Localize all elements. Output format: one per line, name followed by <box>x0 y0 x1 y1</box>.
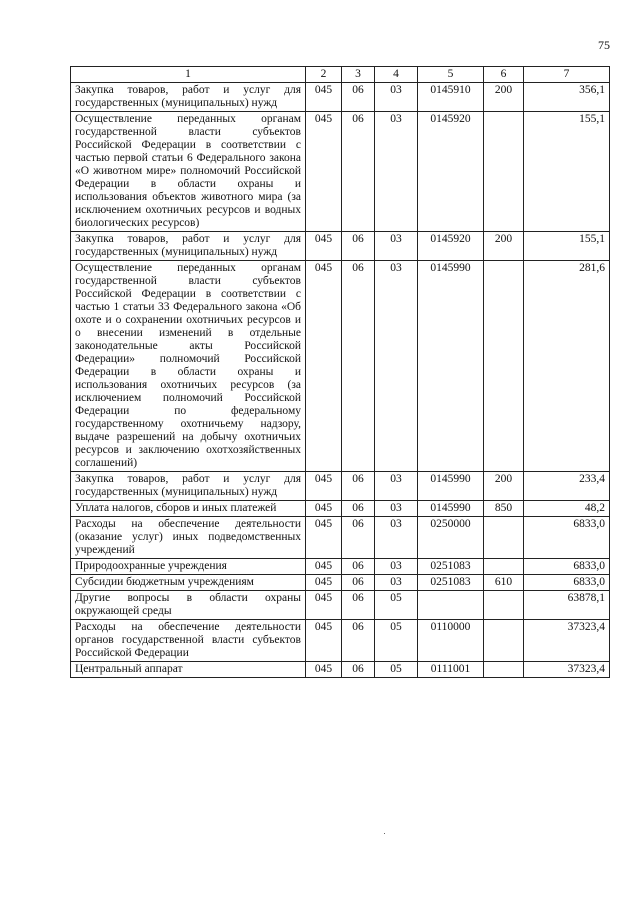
ministry-code-cell: 045 <box>306 620 342 662</box>
row-name-cell: Закупка товаров, работ и услуг для государственных (муниципальных) нужд <box>71 232 306 261</box>
section-code-cell: 06 <box>342 232 375 261</box>
amount-cell: 63878,1 <box>524 591 610 620</box>
section-code-cell: 06 <box>342 83 375 112</box>
section-code-cell: 06 <box>342 112 375 232</box>
row-name-cell: Другие вопросы в области охраны окружающей среды <box>71 591 306 620</box>
expense-type-cell <box>484 261 524 472</box>
expense-type-cell <box>484 517 524 559</box>
table-row <box>71 83 610 112</box>
column-header: 5 <box>418 67 484 83</box>
table-row <box>71 112 610 232</box>
section-code-cell: 06 <box>342 620 375 662</box>
subsection-code-cell: 05 <box>375 620 418 662</box>
section-code-cell: 06 <box>342 517 375 559</box>
section-code-cell: 06 <box>342 662 375 678</box>
subsection-code-cell: 03 <box>375 575 418 591</box>
target-article-cell: 0145990 <box>418 501 484 517</box>
column-header: 7 <box>524 67 610 83</box>
column-header: 6 <box>484 67 524 83</box>
header-row <box>71 67 610 83</box>
ministry-code-cell: 045 <box>306 472 342 501</box>
ministry-code-cell: 045 <box>306 591 342 620</box>
target-article-cell: 0110000 <box>418 620 484 662</box>
table-header <box>71 67 610 83</box>
amount-cell: 155,1 <box>524 112 610 232</box>
expense-type-cell: 200 <box>484 232 524 261</box>
target-article-cell: 0145910 <box>418 83 484 112</box>
column-header: 2 <box>306 67 342 83</box>
row-name-cell: Закупка товаров, работ и услуг для государственных (муниципальных) нужд <box>71 472 306 501</box>
subsection-code-cell: 05 <box>375 662 418 678</box>
section-code-cell: 06 <box>342 501 375 517</box>
ministry-code-cell: 045 <box>306 261 342 472</box>
expense-type-cell <box>484 591 524 620</box>
amount-cell: 356,1 <box>524 83 610 112</box>
amount-cell: 37323,4 <box>524 662 610 678</box>
column-header: 4 <box>375 67 418 83</box>
subsection-code-cell: 03 <box>375 261 418 472</box>
expense-type-cell: 610 <box>484 575 524 591</box>
column-header: 1 <box>71 67 306 83</box>
target-article-cell: 0145990 <box>418 472 484 501</box>
amount-cell: 6833,0 <box>524 517 610 559</box>
subsection-code-cell: 03 <box>375 112 418 232</box>
expense-type-cell <box>484 559 524 575</box>
table-body <box>71 83 610 678</box>
table-row <box>71 559 610 575</box>
table-row <box>71 662 610 678</box>
row-name-cell: Центральный аппарат <box>71 662 306 678</box>
table-row <box>71 472 610 501</box>
subsection-code-cell: 03 <box>375 472 418 501</box>
amount-cell: 37323,4 <box>524 620 610 662</box>
target-article-cell: 0145990 <box>418 261 484 472</box>
subsection-code-cell: 03 <box>375 83 418 112</box>
subsection-code-cell: 03 <box>375 517 418 559</box>
ministry-code-cell: 045 <box>306 501 342 517</box>
section-code-cell: 06 <box>342 472 375 501</box>
amount-cell: 155,1 <box>524 232 610 261</box>
target-article-cell: 0145920 <box>418 232 484 261</box>
subsection-code-cell: 03 <box>375 501 418 517</box>
row-name-cell: Закупка товаров, работ и услуг для государственных (муниципальных) нужд <box>71 83 306 112</box>
amount-cell: 281,6 <box>524 261 610 472</box>
section-code-cell: 06 <box>342 591 375 620</box>
ministry-code-cell: 045 <box>306 112 342 232</box>
expense-type-cell <box>484 662 524 678</box>
row-name-cell: Уплата налогов, сборов и иных платежей <box>71 501 306 517</box>
table-row <box>71 620 610 662</box>
row-name-cell: Расходы на обеспечение деятельности (оказание услуг) иных подведомственных учреждений <box>71 517 306 559</box>
budget-table <box>70 66 610 678</box>
table-row <box>71 232 610 261</box>
table-row <box>71 591 610 620</box>
expense-type-cell: 200 <box>484 83 524 112</box>
table-row <box>71 517 610 559</box>
expense-type-cell <box>484 112 524 232</box>
table-row <box>71 575 610 591</box>
page-number: 75 <box>598 38 610 52</box>
target-article-cell: 0251083 <box>418 575 484 591</box>
ministry-code-cell: 045 <box>306 559 342 575</box>
subsection-code-cell: 03 <box>375 232 418 261</box>
section-code-cell: 06 <box>342 559 375 575</box>
ministry-code-cell: 045 <box>306 83 342 112</box>
target-article-cell: 0111001 <box>418 662 484 678</box>
amount-cell: 48,2 <box>524 501 610 517</box>
target-article-cell: 0250000 <box>418 517 484 559</box>
amount-cell: 233,4 <box>524 472 610 501</box>
subsection-code-cell: 05 <box>375 591 418 620</box>
target-article-cell: 0251083 <box>418 559 484 575</box>
section-code-cell: 06 <box>342 575 375 591</box>
expense-type-cell: 200 <box>484 472 524 501</box>
table-row <box>71 501 610 517</box>
row-name-cell: Осуществление переданных органам государственной власти субъектов Российской Федерации в соответствии с частью 1 статьи 33 Федерального закона «Об охоте и о сохранении охотничьих ресурсов и о внесении изменений в отдельные законодательные акты Российской Федерации» полномочий Российской Федерации в области охраны и использования охотничьих ресурсов (за исключением полномочий Российской Федерации по федеральному государственному охотничьему надзору, выдаче разрешений на добычу охотничьих ресурсов и заключению охотхозяйственных соглашений) <box>71 261 306 472</box>
section-code-cell: 06 <box>342 261 375 472</box>
target-article-cell: 0145920 <box>418 112 484 232</box>
expense-type-cell <box>484 620 524 662</box>
ministry-code-cell: 045 <box>306 575 342 591</box>
subsection-code-cell: 03 <box>375 559 418 575</box>
target-article-cell <box>418 591 484 620</box>
amount-cell: 6833,0 <box>524 559 610 575</box>
row-name-cell: Субсидии бюджетным учреждениям <box>71 575 306 591</box>
row-name-cell: Осуществление переданных органам государственной власти субъектов Российской Федерации в соответствии с частью первой статьи 6 Федерального закона «О животном мире» полномочий Российской Федерации в области охраны и использования объектов животного мира (за исключением охотничьих ресурсов и водных биологических ресурсов) <box>71 112 306 232</box>
expense-type-cell: 850 <box>484 501 524 517</box>
table-row <box>71 261 610 472</box>
amount-cell: 6833,0 <box>524 575 610 591</box>
column-header: 3 <box>342 67 375 83</box>
ministry-code-cell: 045 <box>306 662 342 678</box>
row-name-cell: Расходы на обеспечение деятельности органов государственной власти субъектов Российской Федерации <box>71 620 306 662</box>
scan-speck <box>384 833 385 834</box>
ministry-code-cell: 045 <box>306 232 342 261</box>
ministry-code-cell: 045 <box>306 517 342 559</box>
row-name-cell: Природоохранные учреждения <box>71 559 306 575</box>
